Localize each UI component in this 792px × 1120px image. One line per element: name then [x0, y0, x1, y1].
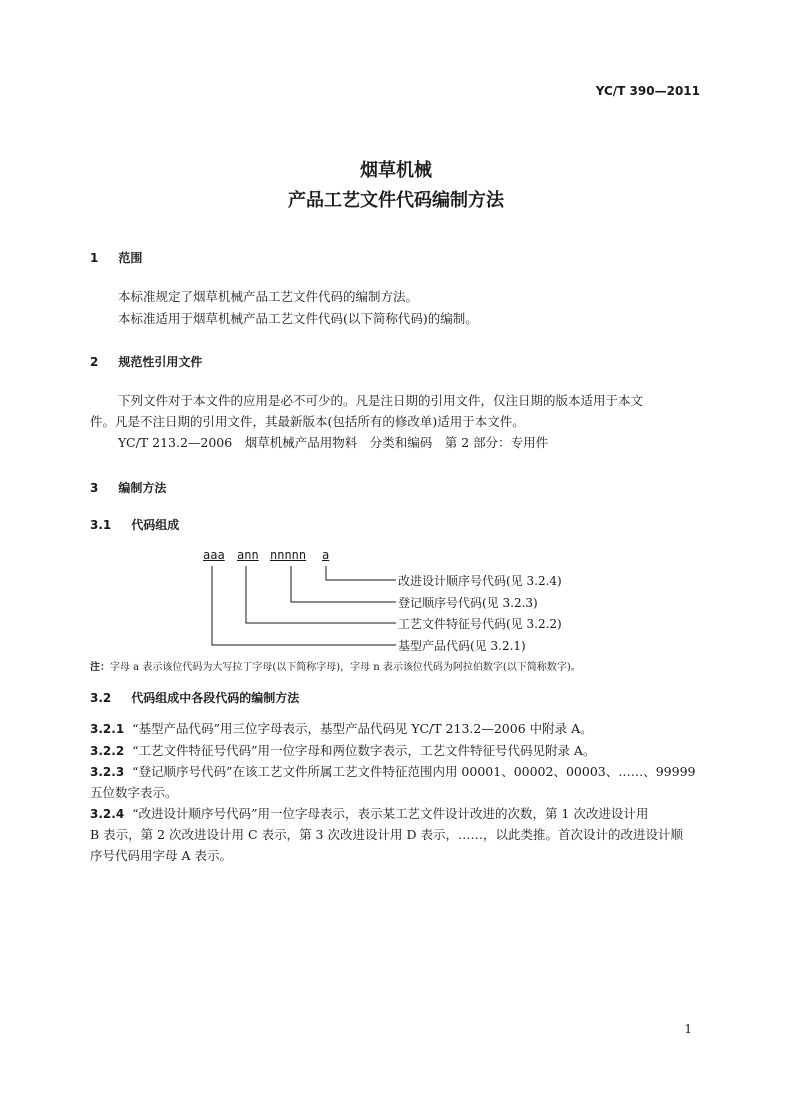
note-text: 字母 a 表示该位代码为大写拉丁字母(以下简称字母)，字母 n 表示该位代码为阿拉伯数字(以下简称数字)。	[110, 662, 581, 673]
section-number: 3	[90, 481, 99, 495]
clause-3-2-1	[90, 718, 702, 740]
section-title: 范围	[118, 251, 143, 265]
doc-code: YC/T 390—2011	[595, 84, 700, 98]
code-segment-nnnnn: nnnnn	[270, 548, 307, 562]
code-segment-aaa: aaa	[203, 548, 225, 562]
leader-line-improvement	[326, 566, 396, 580]
clause-number: 3.2.3	[90, 765, 125, 779]
section-title: 代码组成中各段代码的编制方法	[131, 691, 300, 705]
code-segment-ann: ann	[237, 548, 259, 562]
title-line-2: 产品工艺文件代码编制方法	[288, 190, 504, 211]
note-label: 注：	[90, 662, 110, 673]
section-number: 1	[90, 251, 99, 265]
callout-base-product-code: 基型产品代码(见 3.2.1)	[398, 639, 526, 653]
leader-line-feature	[246, 566, 396, 623]
section-number: 3.1	[90, 518, 112, 532]
clause-3-2-4	[90, 803, 702, 825]
clause-3-2-3	[90, 761, 702, 783]
paragraph: 件。凡是不注日期的引用文件，其最新版本(包括所有的修改单)适用于本文件。	[90, 414, 525, 429]
paragraph: 本标准适用于烟草机械产品工艺文件代码(以下简称代码)的编制。	[118, 311, 478, 326]
clause-text: “基型产品代码”用三位字母表示，基型产品代码见 YC/T 213.2—2006 中附录 A。	[132, 721, 593, 736]
clause-number: 3.2.2	[90, 744, 125, 758]
paragraph: 下列文件对于本文件的应用是必不可少的。凡是注日期的引用文件，仅注日期的版本适用于本文	[118, 393, 644, 408]
clause-text-continued: 序号代码用字母 A 表示。	[90, 848, 232, 863]
title-line-1: 烟草机械	[360, 160, 432, 181]
clause-number: 3.2.1	[90, 722, 125, 736]
section-title: 规范性引用文件	[118, 355, 203, 369]
paragraph: 本标准规定了烟草机械产品工艺文件代码的编制方法。	[118, 289, 419, 304]
leader-line-registration	[291, 566, 396, 602]
section-title: 代码组成	[131, 518, 180, 532]
normative-reference: YC/T 213.2—2006 烟草机械产品用物料 分类和编码 第 2 部分：专用件	[118, 435, 549, 450]
section-number: 3.2	[90, 691, 112, 705]
clause-text-continued: B 表示，第 2 次改进设计用 C 表示，第 3 次改进设计用 D 表示，……，以此类推。首次设计的改进设计顺	[90, 827, 683, 842]
clause-text: “登记顺序号代码”在该工艺文件所属工艺文件特征范围内用 00001、00002、00003、……、99999	[132, 764, 696, 779]
clause-number: 3.2.4	[90, 807, 125, 821]
section-number: 2	[90, 355, 99, 369]
code-segment-a: a	[322, 548, 330, 562]
diagram-note	[90, 658, 581, 673]
clause-text: “改进设计顺序号代码”用一位字母表示，表示某工艺文件设计改进的次数，第 1 次改进设计用	[132, 806, 649, 821]
callout-improvement-code: 改进设计顺序号代码(见 3.2.4)	[398, 574, 562, 588]
leader-line-base-product	[212, 566, 396, 645]
clause-text-continued: 五位数字表示。	[90, 785, 178, 800]
clause-text: “工艺文件特征号代码”用一位字母和两位数字表示，工艺文件特征号代码见附录 A。	[132, 743, 596, 758]
section-title: 编制方法	[118, 481, 167, 495]
page-number: 1	[684, 1022, 692, 1036]
callout-registration-code: 登记顺序号代码(见 3.2.3)	[398, 596, 538, 610]
callout-feature-code: 工艺文件特征号代码(见 3.2.2)	[398, 617, 562, 631]
clause-3-2-2	[90, 740, 702, 762]
section-3-2-heading	[90, 689, 299, 706]
